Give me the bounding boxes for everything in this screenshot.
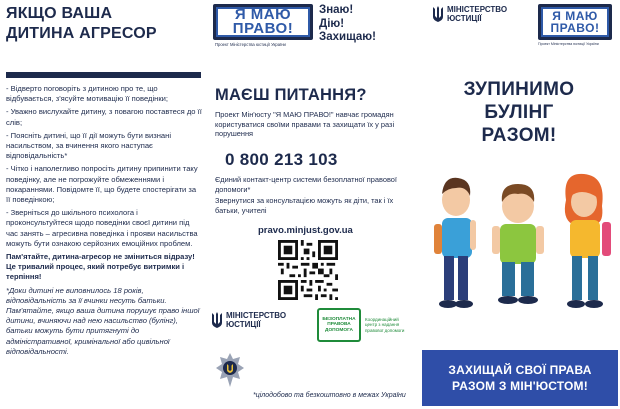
panel1-title: [6, 4, 157, 44]
stop-bullying-title: [418, 78, 620, 147]
cta-line-1: ЗАХИЩАЙ СВОЇ ПРАВА: [448, 363, 592, 377]
advice-item: - Відверто поговоріть з дитиною про те, що відбувається, з'ясуйте мотивацію її поведінки;: [6, 84, 169, 104]
hotline-description: Єдиний контакт-центр системи безоплатної правової допомоги*: [215, 175, 397, 194]
advice-item: - Зверніться до шкільного психолога і проконсультуйтеся щодо поведінки своєї дитини під час занять – агресивна поведінка і прояви насильства можуть бути ознакою серйозних емоційних проблем.: [6, 208, 198, 248]
panel-contacts: [205, 0, 418, 409]
legal-aid-line-1: БЕЗОПЛАТНА: [322, 316, 356, 322]
logo-line-1: Я МАЮ: [234, 6, 292, 23]
advice-item: - Поясніть дитині, що її дії можуть бути визнані насильством, за вчинення якого наступає відповідальність*: [6, 130, 172, 161]
qr-code[interactable]: [278, 240, 338, 300]
ya-mayu-pravo-logo: [213, 4, 313, 40]
ministry-line-2: ЮСТИЦІЇ: [447, 13, 482, 23]
ministry-text: [226, 312, 286, 329]
ministry-line-1: МІНІСТЕРСТВО: [226, 311, 287, 320]
kid-middle-icon: [492, 184, 544, 304]
kid-right-icon: [565, 174, 611, 308]
legal-aid-line-2: ПРАВОВА: [327, 322, 351, 328]
panel-aggressor-advice: [0, 0, 205, 409]
logo-frame: [541, 7, 609, 37]
website-link[interactable]: pravo.minjust.gov.ua: [258, 225, 353, 236]
ministry-line-2: ЮСТИЦІЇ: [226, 319, 261, 329]
logo-caption: Проект Міністерства юстиції України: [215, 42, 286, 47]
slogan-line-1: Знаю!: [319, 4, 354, 16]
trident-icon: [211, 312, 223, 329]
logo-line-2: ПРАВО!: [232, 20, 294, 37]
slogan-line-3: Захищаю!: [319, 31, 376, 43]
panel-stop-bullying: [418, 0, 620, 409]
italic-note: *Доки дитині не виповнилось 18 років, відповідальність за її вчинки несуть батьки. Пам'ятайте, якщо ваша дитина порушує право іншої дитини, вчиняючи над нею насильство (булінг), батьки можуть бути притягнуті до адміністративної, кримінальної або цивільної відповідальності.: [6, 285, 200, 356]
logo-text: [233, 8, 293, 36]
title-line-1: ЗУПИНИМО: [463, 79, 575, 100]
trident-icon: [432, 6, 444, 23]
slogan-line-2: Дію!: [319, 17, 345, 30]
footnote: *цілодобово та безкоштовно в межах України: [253, 392, 406, 399]
divider-bar: [6, 72, 201, 78]
hotline-number[interactable]: 0 800 213 103: [225, 150, 338, 169]
legal-aid-line-3: ДОПОМОГА: [325, 327, 353, 333]
logo-caption: Проект Міністерства юстиції України: [538, 42, 599, 46]
cta-banner: [422, 350, 618, 406]
logo-line-2: ПРАВО!: [550, 21, 600, 35]
questions-heading: МАЄШ ПИТАННЯ?: [215, 86, 367, 104]
title-line-2: ДИТИНА АГРЕСОР: [6, 25, 157, 42]
logo-text: [551, 10, 600, 34]
legal-aid-logo: [317, 308, 411, 342]
title-line-3: РАЗОМ!: [481, 125, 557, 146]
logo-line-1: Я МАЮ: [552, 9, 598, 23]
cta-line-2: РАЗОМ З МІН'ЮСТОМ!: [452, 379, 588, 393]
advice-item: - Чітко і наполегливо попросіть дитину припинити таку поведінку, але не погрожуйте обмеженнями і покараннями. Повідомте її, що будете спостерігати за її поведінкою;: [6, 164, 198, 205]
bold-note: Пам'ятайте, дитина-агресор не зміниться відразу! Це тривалий процес, який потребує витримки і терпіння!: [6, 252, 195, 282]
legal-aid-caption: Координаційний центр з надання правової допомоги: [365, 316, 405, 333]
children-illustration: [426, 162, 616, 322]
legal-aid-mark: [317, 308, 361, 342]
title-line-1: ЯКЩО ВАША: [6, 5, 113, 22]
advice-item: - Уважно вислухайте дитину, з повагою поставтеся до її слів;: [6, 107, 202, 127]
ministry-line-1: МІНІСТЕРСТВО: [447, 5, 508, 14]
kid-left-icon: [434, 178, 476, 308]
logo-frame: [216, 7, 310, 37]
police-badge-icon: [215, 352, 245, 388]
project-intro: Проект Мін'юсту "Я МАЮ ПРАВО!" навчає громадян користуватися своїми правами та захищати їх у разі порушення: [215, 110, 395, 139]
advice-list: [6, 84, 202, 360]
ministry-text: [447, 6, 507, 23]
ministry-logo: [211, 312, 286, 329]
consult-info: Звернутися за консультацією можуть як діти, так і їх батьки, учителі: [215, 196, 394, 215]
title-line-2: БУЛІНГ: [484, 102, 554, 123]
ministry-logo: [432, 6, 507, 23]
ya-mayu-pravo-logo: [538, 4, 612, 40]
slogan: [319, 4, 376, 45]
